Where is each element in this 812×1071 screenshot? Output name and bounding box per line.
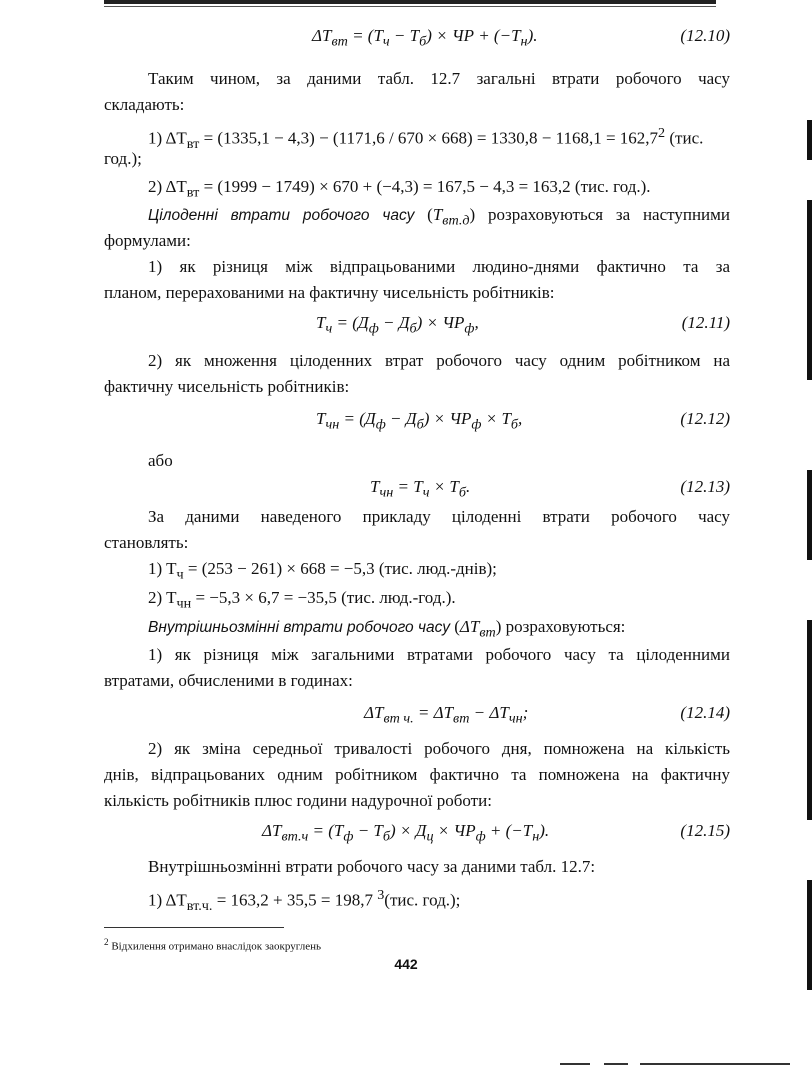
calculation-line: 1) $T_ч = (253 - 261) \times 668 = -5,3$ (тис. люд.-днів); xyxy=(148,559,497,583)
calculation-line: 1) $\Delta T_{вт.ч.} = 163,2 + 35,5 = 198,7$ $^3$(тис. год.); xyxy=(148,887,461,915)
calculation-line: 1) $\Delta T_{вт} = (1335,1 - 4,3) - (1171,6 / 670 \times 668) = 1330,8 - 1168,1 = 162,7^2$ (тис. xyxy=(148,125,704,153)
header-rule-thin xyxy=(104,6,716,7)
equation-number: (12.14) xyxy=(680,703,730,722)
paragraph-line: 2) як множення цілоденних втрат робочого часу одним робітником на xyxy=(148,351,730,370)
paragraph-line: планом, перерахованими на фактичну чисельність робітників: xyxy=(104,283,555,302)
calculation-line: год.); xyxy=(104,149,142,168)
formula-12-15: $\Delta T_{вт.ч} = (T_ф - T_б) \times Д_ц \times ЧР_ф + (-T_н)$. xyxy=(262,821,550,845)
paragraph-line: За даними наведеного прикладу цілоденні втрати робочого часу xyxy=(148,507,730,526)
equation-number: (12.15) xyxy=(680,821,730,840)
formula-12-14: $\Delta T_{вт ч.} = \Delta T_{вт} - \Delta T_{чн}$; xyxy=(364,703,529,727)
paragraph-line: Внутрішньозмінні втрати робочого часу за даними табл. 12.7: xyxy=(148,857,596,876)
paragraph-line: днів, відпрацьованих одним робітником фактично та помножена на фактичну xyxy=(104,765,730,784)
paragraph-line: становлять: xyxy=(104,533,189,552)
calculation-line: 2) $\Delta T_{вт} = (1999 - 1749) \times 670 + (-4,3) = 167,5 - 4,3 = 163,2$ (тис. год.). xyxy=(148,177,651,201)
formula-12-11: $T_ч = (Д_ф - Д_б) \times ЧР_ф$, xyxy=(316,313,479,337)
paragraph-line: кількість робітників плюс години надурочної роботи: xyxy=(104,791,492,810)
paragraph-line: втратами, обчисленими в годинах: xyxy=(104,671,353,690)
equation-number: (12.13) xyxy=(680,477,730,496)
page-number: 442 xyxy=(394,956,418,972)
paragraph-line: складають: xyxy=(104,95,185,114)
paragraph-line: 1) як різниця між відпрацьованими людино-днями фактично та за xyxy=(148,257,730,276)
paragraph-line: Таким чином, за даними табл. 12.7 загальні втрати робочого часу xyxy=(148,69,730,88)
paragraph-line: Цілоденні втрати робочого часу $(T_{вт.д})$ розраховуються за наступними xyxy=(148,205,730,229)
paragraph-line: або xyxy=(148,451,173,470)
equation-number: (12.11) xyxy=(681,313,730,332)
header-rule xyxy=(104,0,716,4)
formula-12-10: $\Delta T_{вт} = (T_ч - T_б)$ × ЧР + $(-T_н)$. xyxy=(312,26,538,50)
scan-edge xyxy=(804,0,812,1071)
calculation-line: 2) $T_{чн} = -5,3 \times 6,7 = -35,5$ (тис. люд.-год.). xyxy=(148,588,456,612)
formula-12-13: $T_{чн} = T_ч \times T_б$. xyxy=(370,477,471,501)
paragraph-line: фактичну чисельність робітників: xyxy=(104,377,350,396)
paragraph-line: Внутрішньозмінні втрати робочого часу $(\Delta T_{вт})$ розраховуються: xyxy=(148,617,626,641)
paragraph-line: 2) як зміна середньої тривалості робочого дня, помножена на кількість xyxy=(148,739,730,758)
equation-number: (12.12) xyxy=(680,409,730,428)
formula-12-12: $T_{чн} = (Д_ф - Д_б) \times ЧР_ф \times T_б$, xyxy=(316,409,523,433)
footnote-rule xyxy=(104,927,284,928)
equation-number: (12.10) xyxy=(680,26,730,45)
paragraph-line: формулами: xyxy=(104,231,191,250)
scan-bottom-marks xyxy=(560,1063,790,1065)
paragraph-line: 1) як різниця між загальними втратами робочого часу та цілоденними xyxy=(148,645,730,664)
footnote: $^2$ Відхилення отримано внаслідок заокруглень xyxy=(104,937,321,953)
